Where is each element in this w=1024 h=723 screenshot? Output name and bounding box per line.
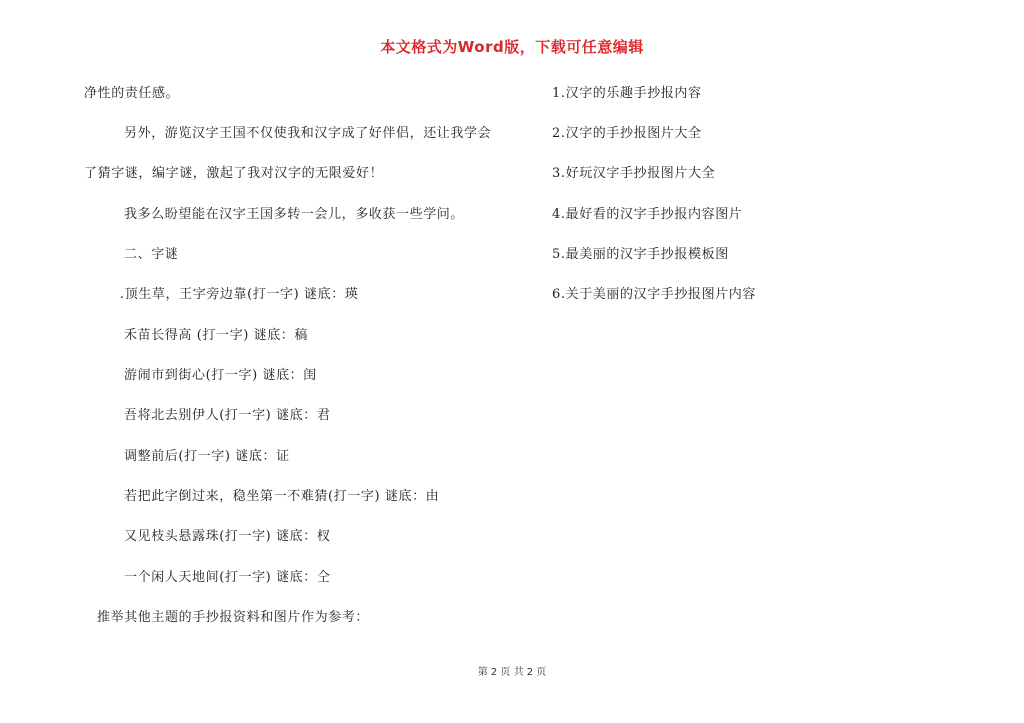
related-link[interactable]: 6.关于美丽的汉字手抄报图片内容 xyxy=(552,287,757,302)
paragraph-line: 了猜字谜，编字谜，激起了我对汉字的无限爱好！ xyxy=(84,166,384,181)
riddle-line: 若把此字倒过来，稳坐第一不难猜(打一字) 谜底：由 xyxy=(124,489,440,504)
riddle-line: 禾苗长得高 (打一字) 谜底：稿 xyxy=(124,328,309,343)
related-link[interactable]: 3.好玩汉字手抄报图片大全 xyxy=(552,166,716,181)
document-banner: 本文格式为Word版，下载可任意编辑 xyxy=(380,38,644,56)
riddle-line: 吾将北去别伊人(打一字) 谜底：君 xyxy=(124,408,331,423)
paragraph-line: 净性的责任感。 xyxy=(84,86,180,101)
riddle-line: 游闹市到街心(打一字) 谜底：闺 xyxy=(124,368,317,383)
related-link[interactable]: 5.最美丽的汉字手抄报模板图 xyxy=(552,247,729,262)
related-link[interactable]: 2.汉字的手抄报图片大全 xyxy=(552,126,702,141)
related-link[interactable]: 1.汉字的乐趣手抄报内容 xyxy=(552,86,702,101)
riddle-line: .顶生草，王字旁边靠(打一字) 谜底：瑛 xyxy=(120,287,359,302)
paragraph-line: 我多么盼望能在汉字王国多转一会儿，多收获一些学问。 xyxy=(124,207,465,222)
riddle-line: 又见枝头悬露珠(打一字) 谜底：杈 xyxy=(124,529,331,544)
riddle-line: 一个闲人天地间(打一字) 谜底：仝 xyxy=(124,570,331,585)
riddle-line: 调整前后(打一字) 谜底：证 xyxy=(124,449,290,464)
recommendation-intro: 推举其他主题的手抄报资料和图片作为参考： xyxy=(97,610,370,625)
related-link[interactable]: 4.最好看的汉字手抄报内容图片 xyxy=(552,207,743,222)
paragraph-line: 另外，游览汉字王国不仅使我和汉字成了好伴侣，还让我学会 xyxy=(124,126,492,141)
section-heading: 二、字谜 xyxy=(124,247,179,262)
page-number: 第 2 页 共 2 页 xyxy=(477,667,547,678)
